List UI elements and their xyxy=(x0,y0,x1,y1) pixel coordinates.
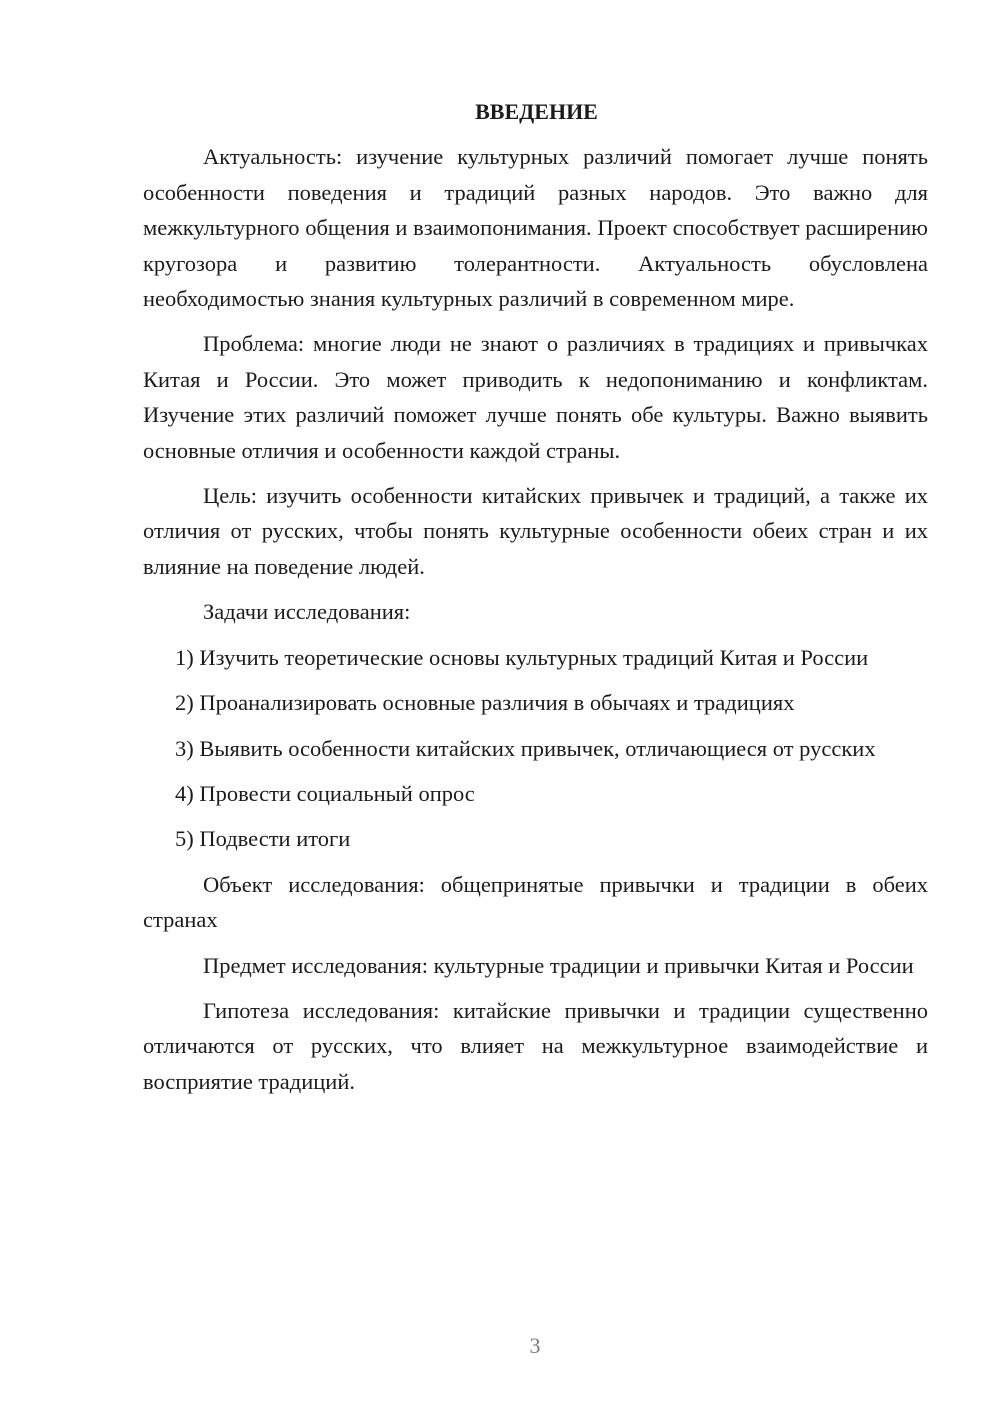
goal-paragraph: Цель: изучить особенности китайских привычек и традиций, а также их отличия от русских, чтобы понять культурные особенности обеих стран и их влияние на поведение людей. xyxy=(143,483,928,579)
hypothesis-paragraph: Гипотеза исследования: китайские привычки и традиции существенно отличаются от русских, что влияет на межкультурное взаимодействие и восприятие традиций. xyxy=(143,997,928,1094)
task-item-2: 2) Проанализировать основные различия в обычаях и традициях xyxy=(175,690,795,716)
task-item-1: 1) Изучить теоретические основы культурных традиций Китая и России xyxy=(175,644,869,670)
task-item-3: 3) Выявить особенности китайских привычек, отличающиеся от русских xyxy=(175,735,876,761)
page-content xyxy=(143,94,928,1109)
tasks-heading: Задачи исследования: xyxy=(203,599,411,625)
page-number: 3 xyxy=(529,1333,541,1358)
task-item-4: 4) Провести социальный опрос xyxy=(175,780,475,806)
task-item-5: 5) Подвести итоги xyxy=(175,826,351,852)
page-title: ВВЕДЕНИЕ xyxy=(475,99,598,124)
subject-paragraph: Предмет исследования: культурные традиции и привычки Китая и России xyxy=(203,952,914,978)
problem-paragraph: Проблема: многие люди не знают о различиях в традициях и привычках Китая и России. Это может приводить к недопониманию и конфликтам. Изучение этих различий поможет лучше понять обе культуры. Важно выявить основные отличия и особенности каждой страны. xyxy=(143,331,928,463)
relevance-paragraph: Актуальность: изучение культурных различий помогает лучше понять особенности поведения и традиций разных народов. Это важно для межкультурного общения и взаимопонимания. Проект способствует расширению кругозора и развитию толерантности. Актуальность обусловлена необходимостью знания культурных различий в современном мире. xyxy=(143,144,928,312)
object-paragraph: Объект исследования: общепринятые привычки и традиции в обеих странах xyxy=(143,871,928,933)
